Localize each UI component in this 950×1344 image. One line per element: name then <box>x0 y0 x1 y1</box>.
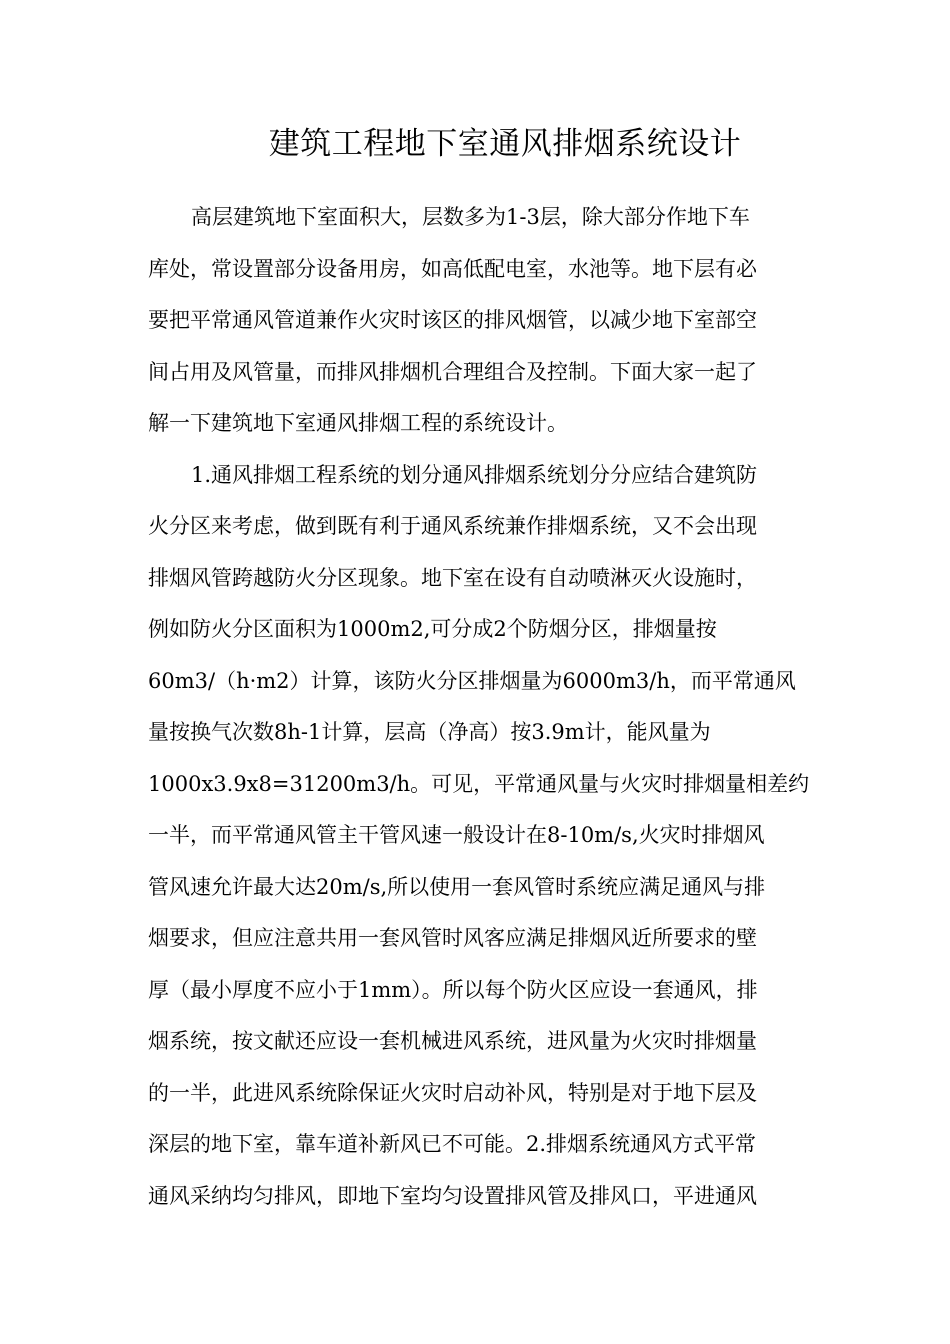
paragraph-line: 的一半，此进风系统除保证火灾时启动补风，特别是对于地下层及 <box>148 1080 757 1105</box>
paragraph-line: 1000x3.9x8=31200m3/h。可见，平常通风量与火灾时排烟量相差约 <box>148 771 810 796</box>
paragraph-line: 要把平常通风管道兼作火灾时该区的排风烟管，以减少地下室部空 <box>148 308 757 332</box>
paragraph-line: 烟系统，按文献还应设一套机械进风系统，进风量为火灾时排烟量 <box>148 1029 757 1053</box>
paragraph-line: 高层建筑地下室面积大，层数多为1-3层，除大部分作地下车 <box>191 205 750 229</box>
paragraph-line: 深层的地下室，靠车道补新风已不可能。2.排烟系统通风方式平常 <box>148 1132 757 1156</box>
paragraph-line: 例如防火分区面积为1000m2,可分成2个防烟分区，排烟量按 <box>148 617 717 641</box>
paragraph-line: 通风采纳均匀排风，即地下室均匀设置排风管及排风口，平进通风 <box>148 1183 757 1208</box>
paragraph-line: 火分区来考虑，做到既有利于通风系统兼作排烟系统，又不会出现 <box>148 514 757 538</box>
paragraph-line: 库处，常设置部分设备用房，如高低配电室，水池等。地下层有必 <box>148 256 757 281</box>
paragraph-line: 解一下建筑地下室通风排烟工程的系统设计。 <box>148 411 568 435</box>
paragraph-line: 1.通风排烟工程系统的划分通风排烟系统划分分应结合建筑防 <box>191 462 758 487</box>
paragraph-line: 管风速允许最大达20m/s,所以使用一套风管时系统应满足通风与排 <box>148 874 766 899</box>
paragraph-line: 厚（最小厚度不应小于1mm）。所以每个防火区应设一套通风，排 <box>148 977 758 1002</box>
paragraph-line: 烟要求，但应注意共用一套风管时风客应满足排烟风近所要求的壁 <box>148 926 757 950</box>
paragraph-line: 量按换气次数8h-1计算，层高（净高）按3.9m计，能风量为 <box>148 720 711 744</box>
paragraph-line: 排烟风管跨越防火分区现象。地下室在设有自动喷淋灭火设施时， <box>148 565 757 590</box>
document-title: 建筑工程地下室通风排烟系统设计 <box>268 126 742 162</box>
paragraph-line: 间占用及风管量，而排风排烟机合理组合及控制。下面大家一起了 <box>148 359 757 384</box>
paragraph-line: 一半，而平常通风管主干管风速一般设计在8-10m/s,火灾时排烟风 <box>148 823 765 847</box>
document-body <box>148 192 808 1222</box>
paragraph-line: 60m3/（h·m2）计算，该防火分区排烟量为6000m3/h，而平常通风 <box>148 668 796 693</box>
